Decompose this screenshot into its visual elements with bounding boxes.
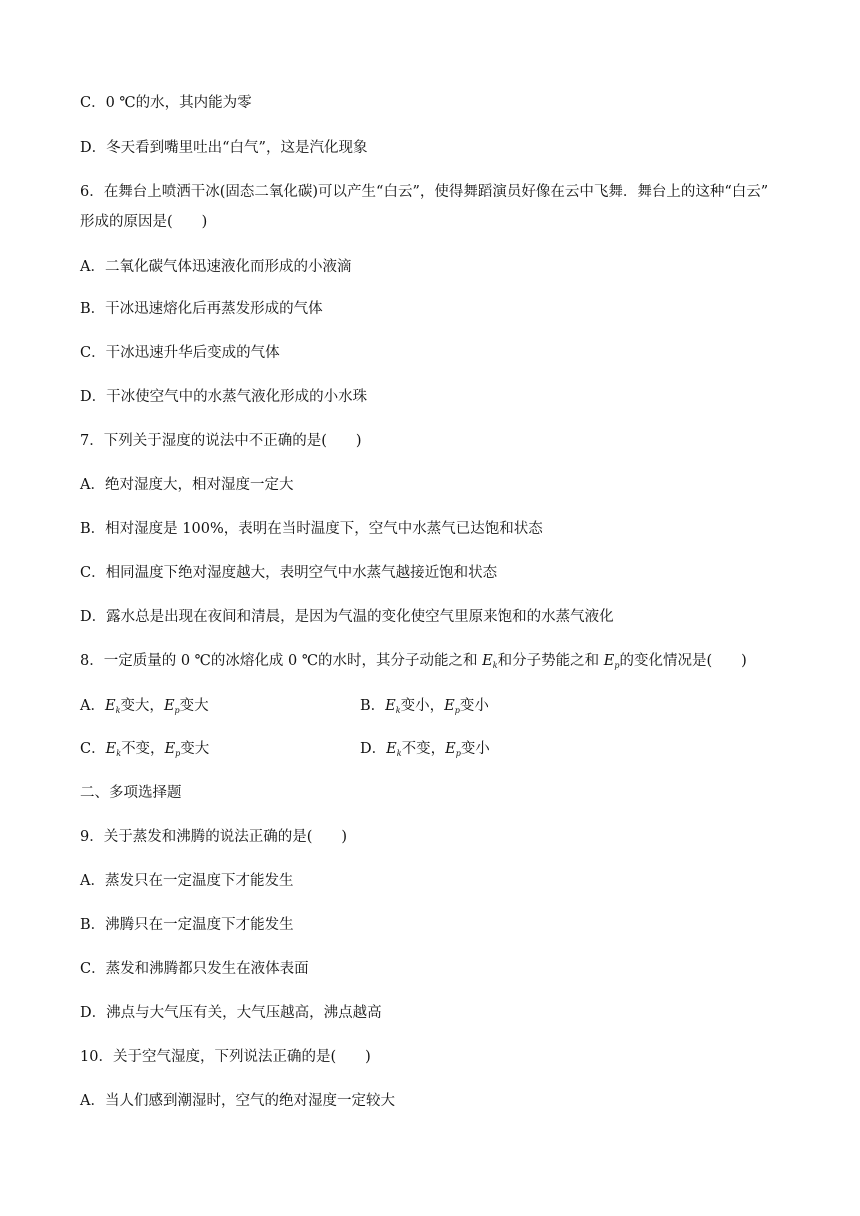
q6-option-a: A．二氧化碳气体迅速液化而形成的小液滴: [80, 259, 352, 275]
q7-option-d: D．露水总是出现在夜间和清晨，是因为气温的变化使空气里原来饱和的水蒸气液化: [80, 609, 614, 625]
q8-stem: 8．一定质量的 0 ℃的冰熔化成 0 ℃的水时，其分子动能之和 $E_k$和分子势能之和 $E_p$的变化情况是( ): [80, 653, 747, 670]
ep-symbol: $E_p$: [603, 653, 620, 670]
q6-stem-line2: 形成的原因是( ): [80, 214, 208, 230]
q7-stem: 7．下列关于湿度的说法中不正确的是( ): [80, 433, 362, 449]
section-title: 二、多项选择题: [80, 785, 182, 801]
q5-option-c: C．0 ℃的水，其内能为零: [80, 95, 252, 111]
q7-option-b: B．相对湿度是 100%，表明在当时温度下，空气中水蒸气已达饱和状态: [80, 521, 543, 537]
q8-option-b: B．$E_k$变小，$E_p$变小: [360, 698, 489, 715]
q7-option-c: C．相同温度下绝对湿度越大，表明空气中水蒸气越接近饱和状态: [80, 565, 498, 581]
q8-option-c: C．$E_k$不变，$E_p$变大: [80, 741, 210, 758]
ek-symbol: $E_k$: [482, 653, 498, 670]
q6-option-b: B．干冰迅速熔化后再蒸发形成的气体: [80, 301, 323, 317]
q6-option-d: D．干冰使空气中的水蒸气液化形成的小水珠: [80, 389, 368, 405]
q6-option-c: C．干冰迅速升华后变成的气体: [80, 345, 280, 361]
q5-option-d: D．冬天看到嘴里吐出“白气”，这是汽化现象: [80, 140, 368, 156]
q10-stem: 10．关于空气湿度，下列说法正确的是( ): [80, 1049, 371, 1065]
q6-stem-line1: 6．在舞台上喷洒干冰(固态二氧化碳)可以产生“白云”，使得舞蹈演员好像在云中飞舞．舞台上的这种“白云”: [80, 184, 769, 200]
q8-option-d: D．$E_k$不变，$E_p$变小: [360, 741, 490, 758]
q9-option-c: C．蒸发和沸腾都只发生在液体表面: [80, 961, 309, 977]
q8-option-a: A．$E_k$变大，$E_p$变大: [80, 698, 209, 715]
q9-option-d: D．沸点与大气压有关，大气压越高，沸点越高: [80, 1005, 382, 1021]
q9-option-b: B．沸腾只在一定温度下才能发生: [80, 917, 294, 933]
q9-option-a: A．蒸发只在一定温度下才能发生: [80, 873, 294, 889]
q9-stem: 9．关于蒸发和沸腾的说法正确的是( ): [80, 829, 348, 845]
q10-option-a: A．当人们感到潮湿时，空气的绝对湿度一定较大: [80, 1093, 395, 1109]
q7-option-a: A．绝对湿度大，相对湿度一定大: [80, 477, 294, 493]
